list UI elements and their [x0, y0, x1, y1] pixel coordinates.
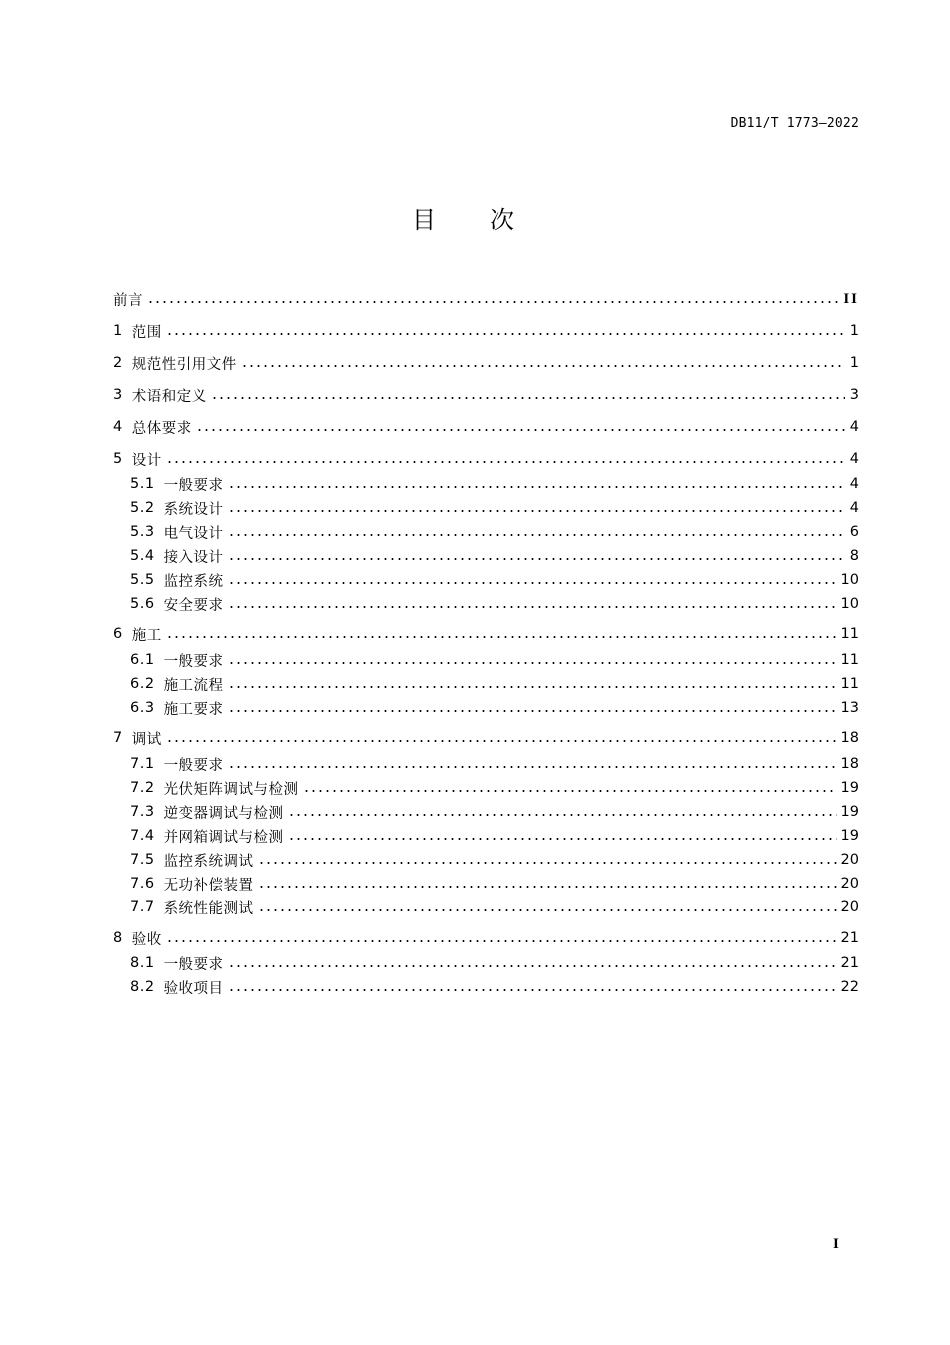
- toc-entry-page: 4: [849, 451, 859, 467]
- toc-entry-title: 光伏矩阵调试与检测: [163, 781, 299, 798]
- toc-entry-page: 10: [840, 596, 859, 612]
- toc-entry-page: 19: [840, 780, 859, 796]
- toc-entry[interactable]: [130, 649, 859, 671]
- toc-entry-page: 3: [849, 387, 859, 403]
- toc-entry[interactable]: [130, 825, 859, 847]
- toc-entry[interactable]: [113, 352, 859, 374]
- toc-dot-leader: [228, 766, 837, 768]
- toc-entry-page: 20: [840, 899, 859, 915]
- toc-entry[interactable]: [113, 320, 859, 342]
- toc-entry-title: 监控系统: [163, 573, 224, 590]
- toc-entry-page: 6: [849, 524, 859, 540]
- toc-entry-number: 5.3: [130, 524, 155, 540]
- toc-dot-leader: [228, 510, 845, 512]
- toc-entry-title: 施工: [131, 627, 162, 644]
- toc-entry-number: 7.1: [130, 756, 155, 772]
- toc-dot-leader: [166, 333, 845, 335]
- toc-entry-page: 1: [849, 323, 859, 339]
- toc-entry-title: 施工要求: [163, 701, 224, 718]
- toc-entry-title: 术语和定义: [131, 388, 207, 405]
- toc-entry-title: 规范性引用文件: [131, 356, 237, 373]
- toc-dot-leader: [228, 582, 837, 584]
- toc-entry-title: 系统性能测试: [163, 900, 254, 917]
- toc-entry-title: 一般要求: [163, 956, 224, 973]
- toc-entry-page: 4: [849, 419, 859, 435]
- toc-dot-leader: [166, 461, 845, 463]
- toc-dot-leader: [228, 606, 837, 608]
- toc-dot-leader: [241, 365, 845, 367]
- toc-entry[interactable]: [130, 976, 859, 998]
- toc-entry-title: 总体要求: [131, 420, 192, 437]
- toc-dot-leader: [228, 965, 837, 967]
- toc-entry[interactable]: [113, 448, 859, 470]
- toc-entry-number: 2: [113, 355, 123, 371]
- toc-entry-title: 验收: [131, 931, 162, 948]
- toc-entry-page: 13: [840, 700, 859, 716]
- toc-dot-leader: [166, 636, 837, 638]
- toc-entry[interactable]: [113, 727, 859, 749]
- toc-entry-title: 一般要求: [163, 757, 224, 774]
- toc-entry-title: 验收项目: [163, 980, 224, 997]
- toc-entry-number: 5: [113, 451, 123, 467]
- toc-entry-number: 3: [113, 387, 123, 403]
- toc-entry-number: 7.7: [130, 899, 155, 915]
- document-code: DB11/T 1773—2022: [730, 116, 859, 131]
- toc-entry-title: 设计: [131, 452, 162, 469]
- toc-dot-leader: [228, 534, 845, 536]
- toc-entry-page: 19: [840, 804, 859, 820]
- toc-entry-title: 安全要求: [163, 597, 224, 614]
- toc-entry-title: 施工流程: [163, 677, 224, 694]
- toc-entry[interactable]: [130, 952, 859, 974]
- toc-entry-title: 无功补偿装置: [163, 877, 254, 894]
- toc-entry-number: 7.6: [130, 876, 155, 892]
- toc-entry[interactable]: [130, 849, 859, 871]
- toc-dot-leader: [288, 814, 837, 816]
- toc-entry-title: 一般要求: [163, 653, 224, 670]
- toc-entry[interactable]: [130, 673, 859, 695]
- toc-dot-leader: [211, 397, 845, 399]
- toc-entry-title: 一般要求: [163, 477, 224, 494]
- toc-entry-page: 20: [840, 876, 859, 892]
- toc-entry[interactable]: [113, 623, 859, 645]
- toc-dot-leader: [196, 429, 845, 431]
- toc-entry-page: 1: [849, 355, 859, 371]
- toc-entry[interactable]: [130, 873, 859, 895]
- toc-entry[interactable]: [113, 416, 859, 438]
- toc-dot-leader: [228, 558, 845, 560]
- toc-entry-page: 11: [840, 676, 859, 692]
- toc-entry-page: 20: [840, 852, 859, 868]
- toc-entry-number: 7.5: [130, 852, 155, 868]
- toc-entry-number: 7.2: [130, 780, 155, 796]
- toc-entry[interactable]: [130, 545, 859, 567]
- toc-entry-number: 8.1: [130, 955, 155, 971]
- toc-entry[interactable]: [130, 497, 859, 519]
- toc-entry-number: 4: [113, 419, 123, 435]
- toc-entry-title: 逆变器调试与检测: [163, 805, 284, 822]
- toc-entry-page: 21: [840, 930, 859, 946]
- toc-entry[interactable]: [130, 473, 859, 495]
- toc-entry-number: 5.5: [130, 572, 155, 588]
- toc-entry-number: 7: [113, 730, 123, 746]
- toc-entry-number: 7.3: [130, 804, 155, 820]
- toc-dot-leader: [228, 686, 837, 688]
- toc-entry-number: 6.1: [130, 652, 155, 668]
- toc-entry-number: 1: [113, 323, 123, 339]
- page-number: I: [833, 1236, 839, 1252]
- toc-entry[interactable]: [130, 697, 859, 719]
- toc-entry[interactable]: [130, 801, 859, 823]
- toc-entry-page: 21: [840, 955, 859, 971]
- toc-entry[interactable]: [130, 777, 859, 799]
- toc-entry-page: 18: [840, 730, 859, 746]
- toc-entry-number: 6: [113, 626, 123, 642]
- toc-entry-page: II: [843, 290, 859, 307]
- toc-entry[interactable]: [130, 569, 859, 591]
- toc-entry-page: 22: [840, 979, 859, 995]
- toc-entry-title: 调试: [131, 731, 162, 748]
- toc-entry-number: 7.4: [130, 828, 155, 844]
- toc-dot-leader: [288, 838, 837, 840]
- toc-entry-number: 5.1: [130, 476, 155, 492]
- toc-entry-number: 8.2: [130, 979, 155, 995]
- toc-entry[interactable]: [130, 896, 859, 918]
- toc-entry-number: 6.2: [130, 676, 155, 692]
- toc-dot-leader: [228, 989, 837, 991]
- toc-dot-leader: [166, 740, 837, 742]
- toc-entry-number: 5.4: [130, 548, 155, 564]
- toc-entry-title: 前言: [113, 292, 143, 309]
- toc-entry-page: 4: [849, 500, 859, 516]
- toc-entry-title: 范围: [131, 324, 162, 341]
- toc-entry-page: 11: [840, 652, 859, 668]
- toc-entry-number: 8: [113, 930, 123, 946]
- toc-entry-title: 接入设计: [163, 549, 224, 566]
- toc-dot-leader: [258, 862, 837, 864]
- toc-entry[interactable]: [113, 288, 859, 310]
- toc-entry-title: 电气设计: [163, 525, 224, 542]
- toc-entry-number: 5.2: [130, 500, 155, 516]
- toc-entry[interactable]: [130, 593, 859, 615]
- toc-dot-leader: [147, 301, 839, 303]
- page-title: 目次: [412, 206, 568, 234]
- toc-dot-leader: [166, 940, 837, 942]
- toc-entry-title: 监控系统调试: [163, 853, 254, 870]
- toc-entry-page: 19: [840, 828, 859, 844]
- toc-dot-leader: [258, 886, 837, 888]
- toc-entry-page: 11: [840, 626, 859, 642]
- toc-entry-page: 18: [840, 756, 859, 772]
- toc-dot-leader: [228, 662, 837, 664]
- toc-entry[interactable]: [130, 753, 859, 775]
- toc-entry-number: 6.3: [130, 700, 155, 716]
- toc-dot-leader: [303, 790, 837, 792]
- toc-entry-page: 10: [840, 572, 859, 588]
- toc-entry-number: 5.6: [130, 596, 155, 612]
- toc-entry-page: 4: [849, 476, 859, 492]
- toc-dot-leader: [258, 909, 837, 911]
- toc-entry-page: 8: [849, 548, 859, 564]
- toc-entry-title: 系统设计: [163, 501, 224, 518]
- toc-entry[interactable]: [113, 927, 859, 949]
- toc-dot-leader: [228, 486, 845, 488]
- toc-entry[interactable]: [130, 521, 859, 543]
- toc-dot-leader: [228, 710, 837, 712]
- toc-entry[interactable]: [113, 384, 859, 406]
- toc-entry-title: 并网箱调试与检测: [163, 829, 284, 846]
